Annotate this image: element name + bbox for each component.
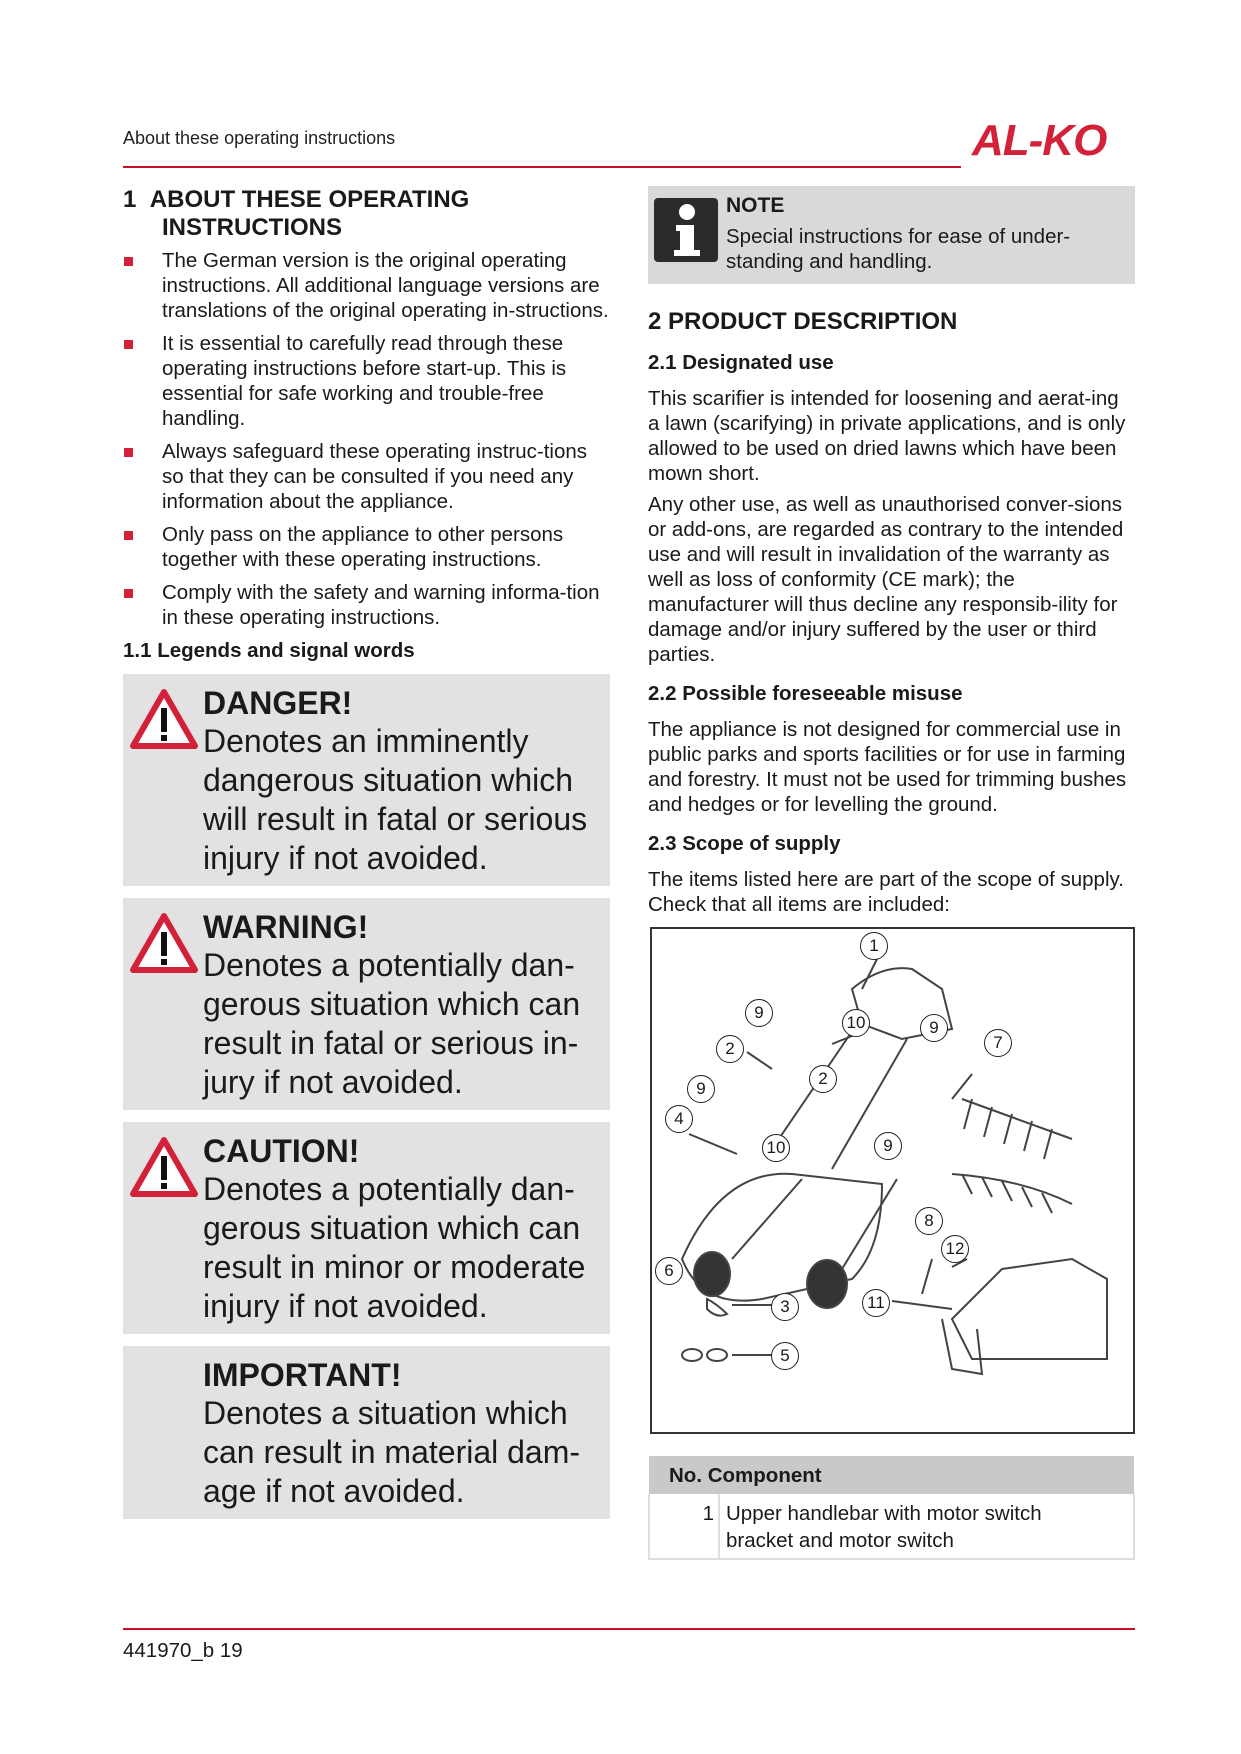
signal-desc: Denotes a potentially dan-gerous situation which can result in fatal or serious in-jury if not avoided. [203,947,581,1100]
important-box [123,1346,610,1519]
callout: 1 [860,932,888,960]
signal-desc: Denotes a situation which can result in material dam-age if not avoided. [203,1395,581,1509]
note-title: NOTE [726,194,785,217]
paragraph: The items listed here are part of the scope of supply. Check that all items are included: [648,868,1124,916]
list-item: The German version is the original operating instructions. All additional language versions are translations of the original operating in-structions. [123,248,610,323]
running-header: About these operating instructions [123,128,396,148]
alko-logo: AL-KO [972,116,1107,165]
section-2-3-title: 2.3 Scope of supply [648,832,841,855]
callout: 9 [874,1132,902,1160]
callout: 6 [655,1257,683,1285]
info-icon [654,198,718,262]
list-item: Comply with the safety and warning informa-tion in these operating instructions. [123,580,610,630]
list-item: Only pass on the appliance to other persons together with these operating instructions. [123,522,610,572]
callout: 9 [920,1014,948,1042]
signal-title: IMPORTANT! [203,1357,402,1393]
list-item: It is essential to carefully read through these operating instructions before start-up. This is essential for safe working and trouble-free handling. [123,331,610,431]
callout: 5 [771,1342,799,1370]
section-1-title: 1 ABOUT THESE OPERATING INSTRUCTIONS [123,186,470,241]
danger-box [123,674,610,886]
callout: 9 [745,999,773,1027]
warning-box [123,898,610,1110]
scarifier-drawing [652,929,1133,1432]
section-1-1-title: 1.1 Legends and signal words [123,639,415,662]
list-item: Always safeguard these operating instruc-tions so that they can be consulted if you need any information about the appliance. [123,439,610,514]
table-row [649,1494,1134,1559]
section-2-1-title: 2.1 Designated use [648,351,834,374]
callout: 12 [941,1235,969,1263]
signal-title: CAUTION! [203,1133,360,1169]
signal-desc: Denotes a potentially dan-gerous situation which can result in minor or moderate injury if not avoided. [203,1171,586,1324]
component-name: Upper handlebar with motor switch bracket and motor switch [719,1494,1134,1559]
signal-desc: Denotes an imminently dangerous situation which will result in fatal or serious injury if not avoided. [203,723,588,876]
right-column [648,186,1135,1560]
callout: 11 [862,1289,890,1317]
table-header: No. Component [649,1456,1134,1494]
callout: 2 [809,1065,837,1093]
callout: 10 [762,1134,790,1162]
signal-title: DANGER! [203,685,353,721]
warning-triangle-icon [129,1136,199,1198]
caution-box [123,1122,610,1334]
warning-triangle-icon [129,912,199,974]
callout: 3 [771,1293,799,1321]
callout: 7 [984,1029,1012,1057]
callout: 9 [687,1075,715,1103]
signal-title: WARNING! [203,909,369,945]
note-text: Special instructions for ease of under-standing and handling. [726,225,1071,273]
scope-of-supply-figure [650,927,1135,1434]
callout: 4 [665,1105,693,1133]
paragraph: This scarifier is intended for loosening and aerat-ing a lawn (scarifying) in private applications, and is only allowed to be used on dried lawns which have been mown short. [648,387,1126,485]
callout: 10 [842,1009,870,1037]
header-rule [123,166,961,168]
section-2-title: 2 PRODUCT DESCRIPTION [648,308,958,335]
callout: 2 [716,1035,744,1063]
left-column [123,186,610,1531]
paragraph: Any other use, as well as unauthorised conver-sions or add-ons, are regarded as contrary to the intended use and will result in invalidation of the warranty as well as loss of conformity (CE mark); the manufacturer will thus decline any responsib-ility for damage and/or injury suffered by the user or third parties. [648,493,1124,666]
component-table [648,1456,1135,1560]
callout: 8 [915,1207,943,1235]
component-no: 1 [649,1494,719,1559]
note-box [648,186,1135,284]
warning-triangle-icon [129,688,199,750]
section-2-2-title: 2.2 Possible foreseeable misuse [648,682,963,705]
page-footer: 441970_b 19 [123,1639,243,1662]
bullet-list [123,248,610,630]
paragraph: The appliance is not designed for commercial use in public parks and sports facilities or for use in farming and forestry. It must not be used for trimming bushes and hedges or for levelling the ground. [648,718,1127,816]
footer-rule [123,1628,1135,1630]
